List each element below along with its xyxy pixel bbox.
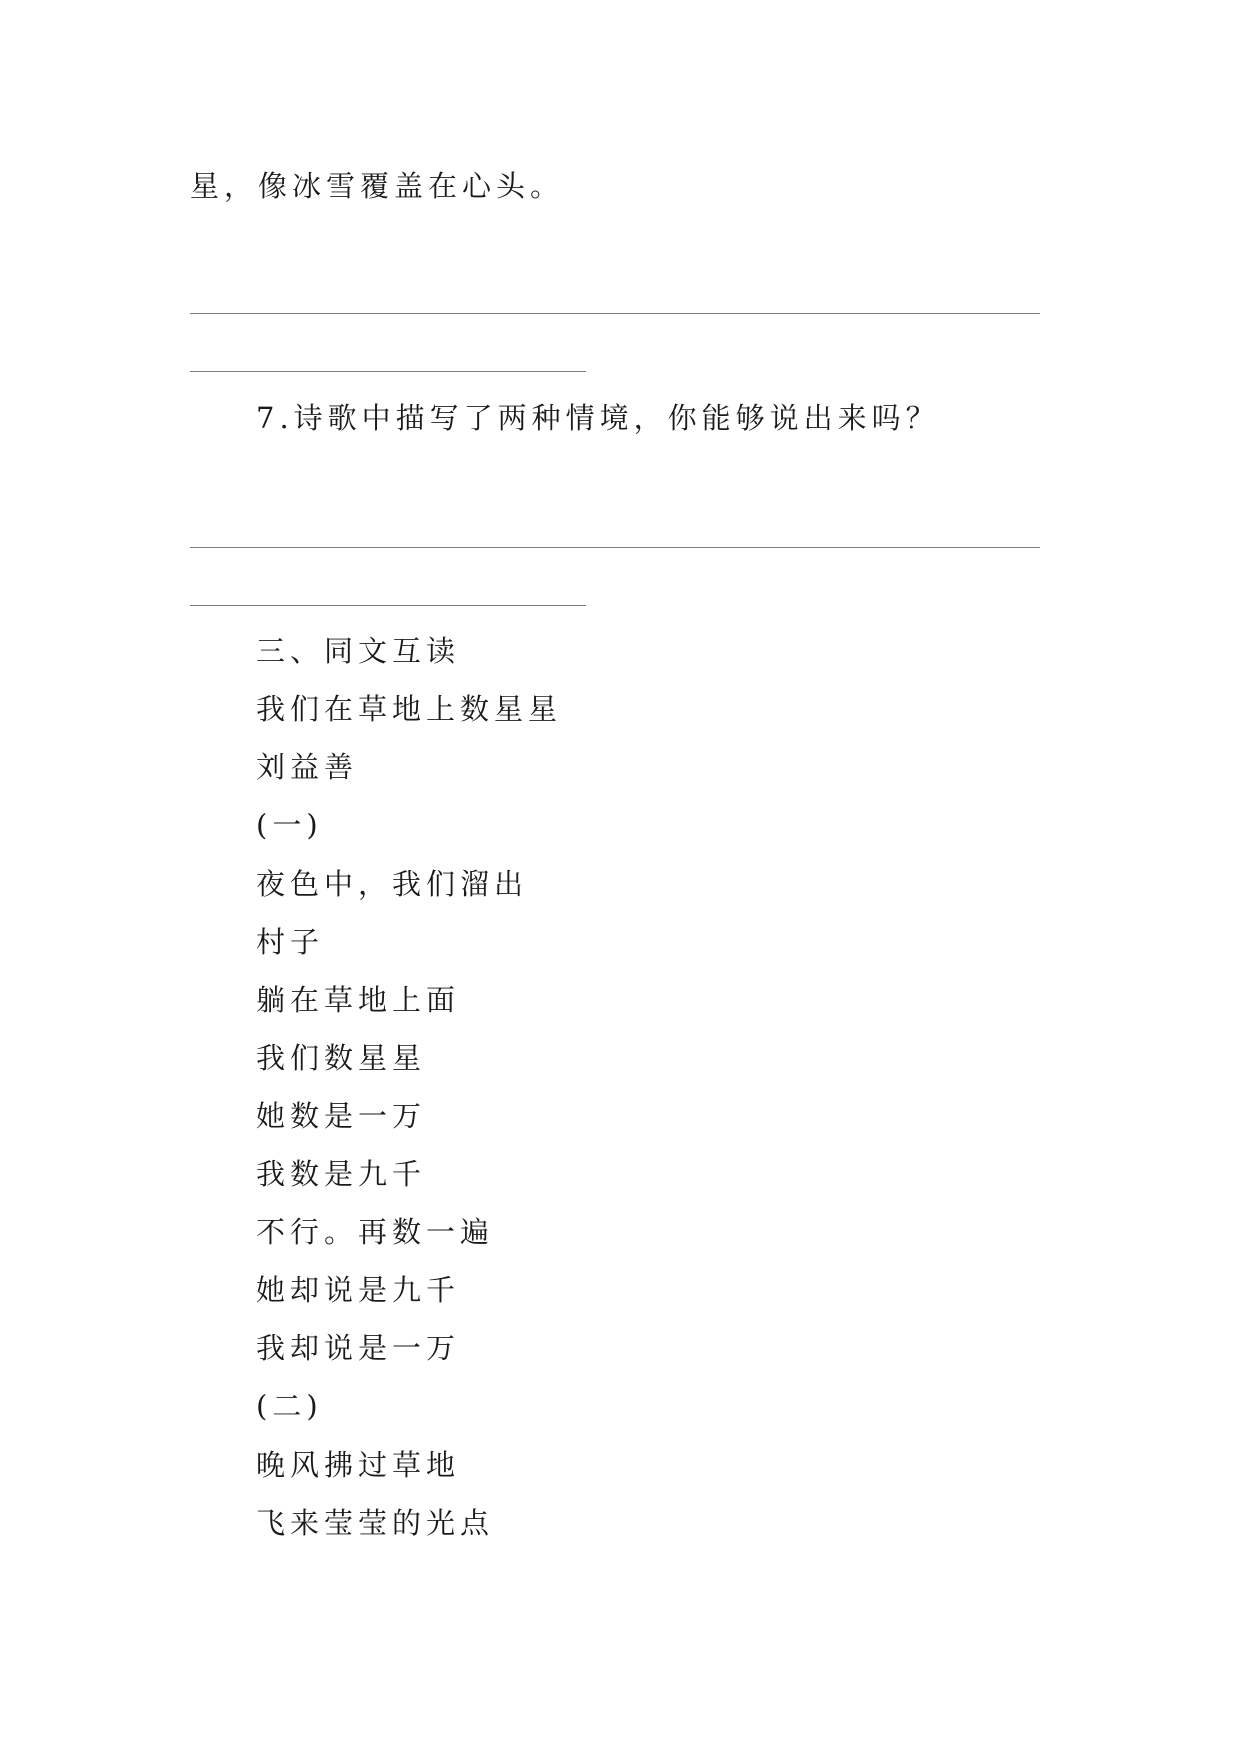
answer-line	[190, 547, 1040, 548]
poem-part-marker: (一)	[256, 808, 323, 842]
poem-title: 我们在草地上数星星	[256, 692, 563, 726]
poem-line: 她却说是九千	[256, 1273, 461, 1307]
poem-line: 躺在草地上面	[256, 983, 461, 1017]
answer-line-short	[190, 605, 586, 606]
poem-author: 刘益善	[256, 750, 359, 784]
poem-part-marker: (二)	[256, 1389, 323, 1423]
poem-line: 不行。再数一遍	[256, 1215, 495, 1249]
poem-line: 她数是一万	[256, 1099, 427, 1133]
answer-line-short	[190, 371, 586, 372]
poem-line: 晚风拂过草地	[256, 1448, 461, 1482]
continuation-line: 星，像冰雪覆盖在心头。	[190, 169, 565, 203]
poem-line: 村子	[256, 925, 325, 959]
question-7: 7.诗歌中描写了两种情境，你能够说出来吗？	[256, 401, 940, 435]
poem-line: 我数是九千	[256, 1157, 427, 1191]
answer-line	[190, 313, 1040, 314]
section-heading: 三、同文互读	[256, 634, 461, 668]
poem-line: 夜色中，我们溜出	[256, 867, 529, 901]
poem-line: 我却说是一万	[256, 1331, 461, 1365]
poem-line: 我们数星星	[256, 1041, 427, 1075]
poem-line: 飞来莹莹的光点	[256, 1506, 495, 1540]
